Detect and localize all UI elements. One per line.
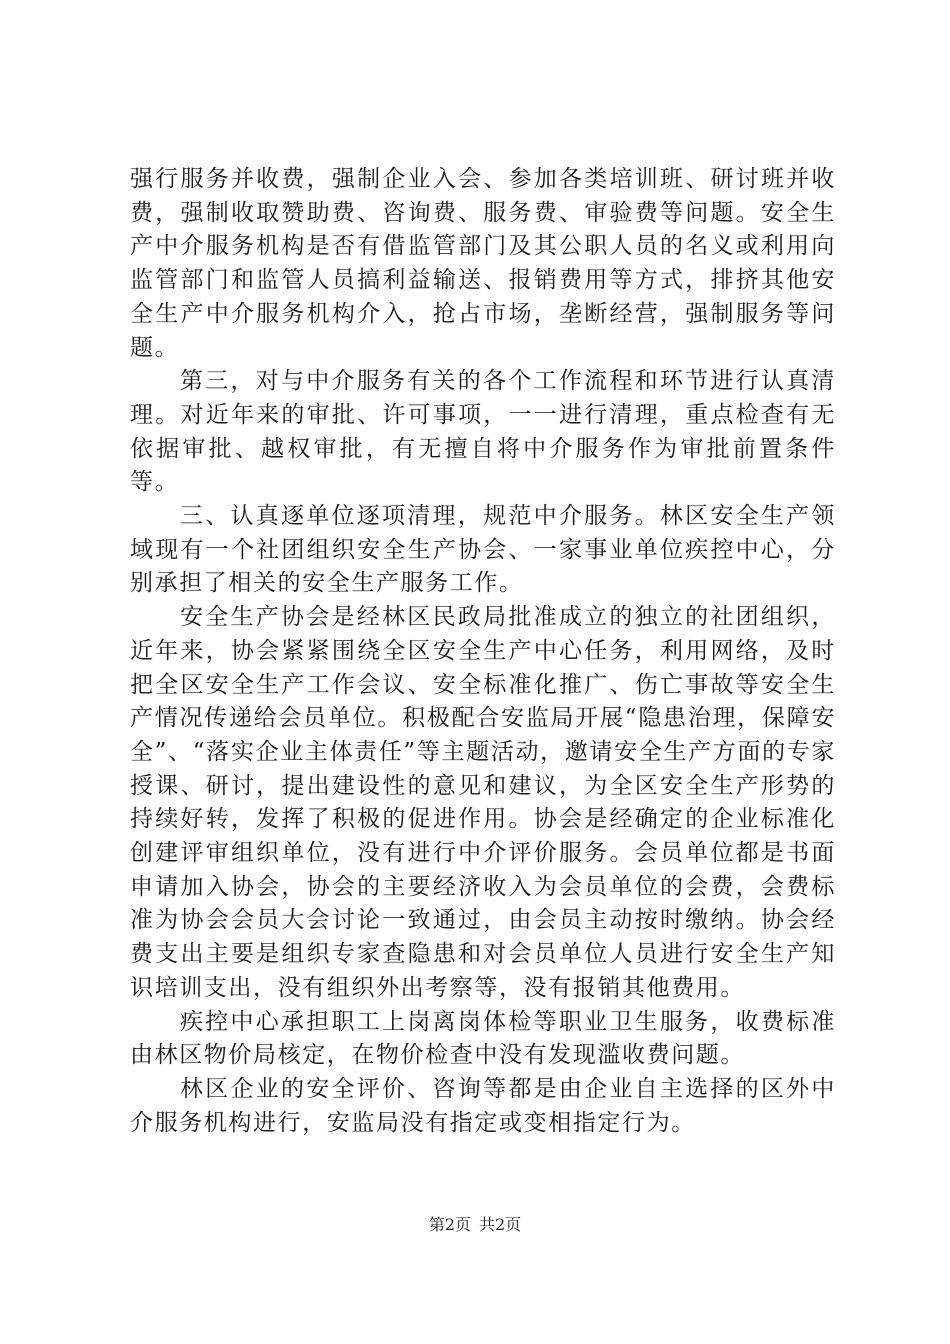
- paragraph-safety-association: 安全生产协会是经林区民政局批准成立的独立的社团组织，近年来，协会紧紧围绕全区安全生产中心任务，利用网络，及时把全区安全生产工作会议、安全标准化推广、伤亡事故等安全生产情况传递给会员单位。积极配合安监局开展“隐患治理，保障安全”、“落实企业主体责任”等主题活动，邀请安全生产方面的专家授课、研讨，提出建设性的意见和建议，为全区安全生产形势的持续好转，发挥了积极的促进作用。协会是经确定的企业标准化创建评审组织单位，没有进行中介评价服务。会员单位都是书面申请加入协会，协会的主要经济收入为会员单位的会费，会费标准为协会会员大会讨论一致通过，由会员主动按时缴纳。协会经费支出主要是组织专家查隐患和对会员单位人员进行安全生产知识培训支出，没有组织外出考察等，没有报销其他费用。: [130, 604, 836, 1001]
- page-footer: [0, 1215, 950, 1235]
- page-total: 共2页: [479, 1215, 522, 1234]
- paragraph-enterprise-evaluation: 林区企业的安全评价、咨询等都是由企业自主选择的区外中介服务机构进行，安监局没有指定或变相指定行为。: [130, 1075, 836, 1136]
- document-body: [130, 163, 836, 1140]
- paragraph-disease-control: 疾控中心承担职工上岗离岗体检等职业卫生服务，收费标准由林区物价局核定，在物价检查中没有发现滥收费问题。: [130, 1008, 836, 1069]
- paragraph-section-three: 三、认真逐单位逐项清理，规范中介服务。林区安全生产领域现有一个社团组织安全生产协会、一家事业单位疾控中心，分别承担了相关的安全生产服务工作。: [130, 503, 836, 597]
- page-number: 第2页: [428, 1215, 471, 1234]
- paragraph-third-point: 第三，对与中介服务有关的各个工作流程和环节进行认真清理。对近年来的审批、许可事项，一一进行清理，重点检查有无依据审批、越权审批，有无擅自将中介服务作为审批前置条件等。: [130, 368, 836, 496]
- paragraph-continued: 强行服务并收费，强制企业入会、参加各类培训班、研讨班并收费，强制收取赞助费、咨询费、服务费、审验费等问题。安全生产中介服务机构是否有借监管部门及其公职人员的名义或利用向监管部门和监管人员搞利益输送、报销费用等方式，排挤其他安全生产中介服务机构介入，抢占市场，垄断经营，强制服务等问题。: [130, 166, 836, 361]
